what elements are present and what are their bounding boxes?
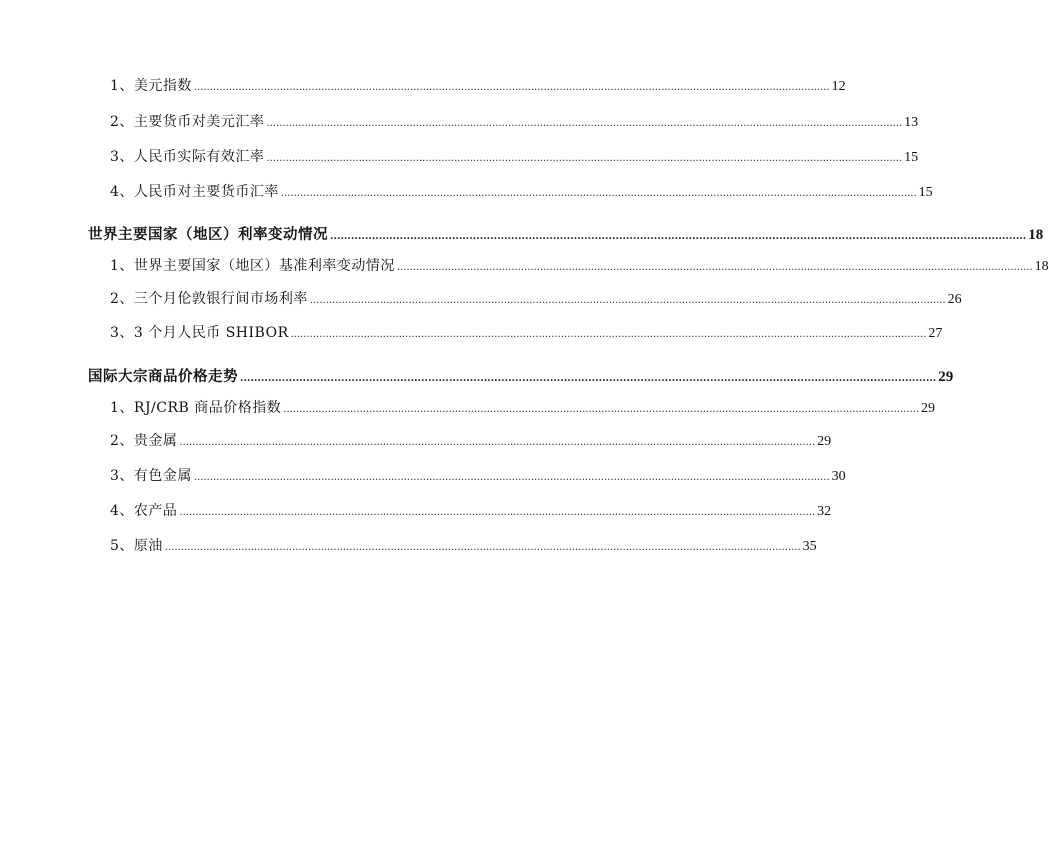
toc-page-number: 26 bbox=[947, 292, 962, 307]
toc-leader-dots: ........................................................................................................................................................................................................ bbox=[280, 188, 917, 199]
toc-entry-precious-metals[interactable] bbox=[110, 430, 832, 452]
toc-page-number: 27 bbox=[928, 326, 943, 341]
toc-leader-dots: ........................................................................................................................................................................................................ bbox=[164, 542, 801, 553]
toc-entry-label: 2、主要货币对美元汇率 bbox=[110, 114, 265, 130]
toc-page-number: 15 bbox=[904, 150, 919, 165]
toc-leader-dots: ........................................................................................................................................................................................................ bbox=[179, 507, 816, 518]
toc-section-commodities[interactable] bbox=[88, 366, 954, 388]
toc-entry-crude-oil[interactable] bbox=[110, 535, 817, 557]
toc-section-interest-rates[interactable] bbox=[88, 224, 1044, 246]
toc-leader-dots: ........................................................................................................................................................................................................ bbox=[290, 329, 927, 340]
toc-page-number: 35 bbox=[802, 539, 817, 554]
toc-page-number: 29 bbox=[921, 401, 936, 416]
toc-entry-label: 2、贵金属 bbox=[110, 433, 178, 449]
toc-entry-label: 5、原油 bbox=[110, 538, 163, 554]
toc-entry-label: 3、3 个月人民币 SHIBOR bbox=[110, 325, 289, 341]
toc-leader-dots: ........................................................................................................................................................................................................ bbox=[193, 472, 830, 483]
toc-leader-dots: ........................................................................................................................................................................................................ bbox=[179, 437, 816, 448]
toc-entry-usd-index[interactable] bbox=[110, 75, 846, 97]
toc-entry-benchmark-rates[interactable] bbox=[110, 255, 1049, 277]
toc-entry-label: 4、农产品 bbox=[110, 503, 178, 519]
toc-entry-label: 1、世界主要国家（地区）基准利率变动情况 bbox=[110, 258, 395, 274]
toc-page-number: 32 bbox=[817, 504, 832, 519]
toc-page-number: 12 bbox=[831, 79, 846, 94]
toc-entry-nonferrous-metals[interactable] bbox=[110, 465, 846, 487]
toc-section-label: 国际大宗商品价格走势 bbox=[88, 368, 238, 385]
toc-entry-libor-3m[interactable] bbox=[110, 288, 962, 310]
toc-page-number: 30 bbox=[831, 469, 846, 484]
toc-page-number: 15 bbox=[918, 185, 933, 200]
toc-entry-major-currencies-vs-usd[interactable] bbox=[110, 111, 919, 133]
toc-entry-label: 2、三个月伦敦银行间市场利率 bbox=[110, 291, 308, 307]
toc-entry-rj-crb-index[interactable] bbox=[110, 397, 936, 419]
toc-entry-label: 4、人民币对主要货币汇率 bbox=[110, 184, 279, 200]
toc-leader-dots: ........................................................................................................................................................................................................ bbox=[396, 262, 1033, 273]
toc-entry-label: 1、RJ/CRB 商品价格指数 bbox=[110, 400, 282, 416]
toc-page-number: 29 bbox=[938, 369, 954, 385]
toc-entry-label: 1、美元指数 bbox=[110, 78, 192, 94]
toc-section-label: 世界主要国家（地区）利率变动情况 bbox=[88, 226, 328, 243]
toc-entry-agricultural-products[interactable] bbox=[110, 500, 832, 522]
toc-entry-label: 3、有色金属 bbox=[110, 468, 192, 484]
toc-entry-rmb-vs-major-currencies[interactable] bbox=[110, 181, 933, 203]
toc-page-number: 18 bbox=[1034, 259, 1049, 274]
toc-leader-dots: ........................................................................................................................................................................................................ bbox=[309, 295, 946, 306]
toc-leader-dots: ........................................................................................................................................................................................................ bbox=[266, 153, 903, 164]
toc-leader-dots: ........................................................................................................................................................................................................ bbox=[193, 82, 830, 93]
toc-page-number: 29 bbox=[817, 434, 832, 449]
toc-leader-dots: ........................................................................................................................................................................................................ bbox=[240, 373, 937, 384]
toc-entry-label: 3、人民币实际有效汇率 bbox=[110, 149, 265, 165]
toc-entry-shibor-3m[interactable] bbox=[110, 322, 943, 344]
toc-entry-rmb-real-effective-rate[interactable] bbox=[110, 146, 919, 168]
toc-page-number: 18 bbox=[1028, 227, 1044, 243]
toc-leader-dots: ........................................................................................................................................................................................................ bbox=[266, 118, 903, 129]
toc-page-number: 13 bbox=[904, 115, 919, 130]
toc-leader-dots: ........................................................................................................................................................................................................ bbox=[330, 231, 1027, 242]
toc-leader-dots: ........................................................................................................................................................................................................ bbox=[283, 404, 920, 415]
